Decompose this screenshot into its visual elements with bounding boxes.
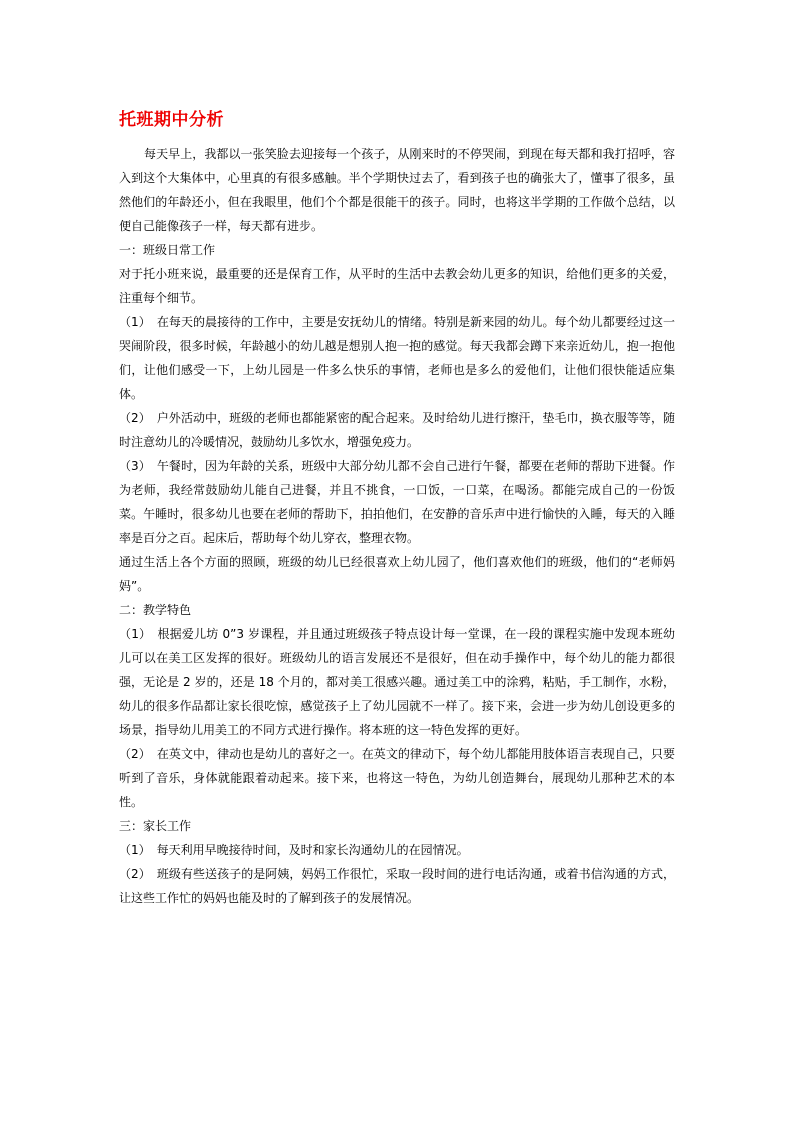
paragraph-daily-work-intro: 对于托小班来说，最重要的还是保育工作，从平时的生活中去教会幼儿更多的知识，给他们更多的关爱，注重每个细节。: [119, 267, 675, 305]
paragraph-teaching-1: （1） 根据爱儿坊 0”3 岁课程，并且通过班级孩子特点设计每一堂课，在一段的课程实施中发现本班幼儿可以在美工区发挥的很好。班级幼儿的语言发展还不是很好，但在动手操作中，每个幼儿的能力都很强，无论是 2 岁的，还是 18 个月的，都对美工很感兴趣。通过美工中的涂鸦，粘贴，手工制作，水粉，幼儿的很多作品都让家长很吃惊，感觉孩子上了幼儿园就不一样了。接下来，会进一步为幼儿创设更多的场景，指导幼儿用美工的不同方式进行操作。将本班的这一特色发挥的更好。: [119, 627, 675, 737]
section-heading-teaching: 二：教学特色: [119, 603, 192, 617]
section-heading-parents: 三：家长工作: [119, 819, 192, 833]
document-body: [119, 142, 675, 910]
paragraph-daily-work-1: （1） 在每天的晨接待的工作中，主要是安抚幼儿的情绪。特别是新来园的幼儿。每个幼儿都要经过这一哭闹阶段，很多时候，年龄越小的幼儿越是想别人抱一抱的感觉。每天我都会蹲下来亲近幼儿，抱一抱他们，让他们感受一下，上幼儿园是一件多么快乐的事情，老师也是多么的爱他们，让他们很快能适应集体。: [119, 315, 675, 401]
page-title: 托班期中分析: [119, 110, 224, 131]
paragraph-daily-work-3: （3） 午餐时，因为年龄的关系，班级中大部分幼儿都不会自己进行午餐，都要在老师的帮助下进餐。作为老师，我经常鼓励幼儿能自己进餐，并且不挑食，一口饭，一口菜，在喝汤。都能完成自己的一份饭菜。午睡时，很多幼儿也要在老师的帮助下，拍拍他们，在安静的音乐声中进行愉快的入睡，每天的入睡率是百分之百。起床后，帮助每个幼儿穿衣，整理衣物。: [119, 459, 675, 545]
section-heading-daily-work: 一：班级日常工作: [119, 243, 216, 257]
paragraph-daily-work-summary: 通过生活上各个方面的照顾，班级的幼儿已经很喜欢上幼儿园了，他们喜欢他们的班级，他们的“老师妈妈”。: [119, 555, 675, 593]
paragraph-parents-2: （2） 班级有些送孩子的是阿姨，妈妈工作很忙，采取一段时间的进行电话沟通，或着书信沟通的方式，让这些工作忙的妈妈也能及时的了解到孩子的发展情况。: [119, 867, 675, 905]
paragraph-teaching-2: （2） 在英文中，律动也是幼儿的喜好之一。在英文的律动下，每个幼儿都能用肢体语言表现自己，只要听到了音乐，身体就能跟着动起来。接下来，也将这一特色，为幼儿创造舞台，展现幼儿那种艺术的本性。: [119, 747, 675, 809]
paragraph-parents-1: （1） 每天利用早晚接待时间，及时和家长沟通幼儿的在园情况。: [119, 843, 469, 857]
paragraph-daily-work-2: （2） 户外活动中，班级的老师也都能紧密的配合起来。及时给幼儿进行擦汗，垫毛巾，换衣服等等，随时注意幼儿的冷暖情况，鼓励幼儿多饮水，增强免疫力。: [119, 411, 675, 449]
paragraph-intro: 每天早上，我都以一张笑脸去迎接每一个孩子，从刚来时的不停哭闹，到现在每天都和我打招呼，容入到这个大集体中，心里真的有很多感触。半个学期快过去了，看到孩子也的确张大了，懂事了很多，虽然他们的年龄还小，但在我眼里，他们个个都是很能干的孩子。同时，也将这半学期的工作做个总结，以便自己能像孩子一样，每天都有进步。: [119, 147, 675, 233]
